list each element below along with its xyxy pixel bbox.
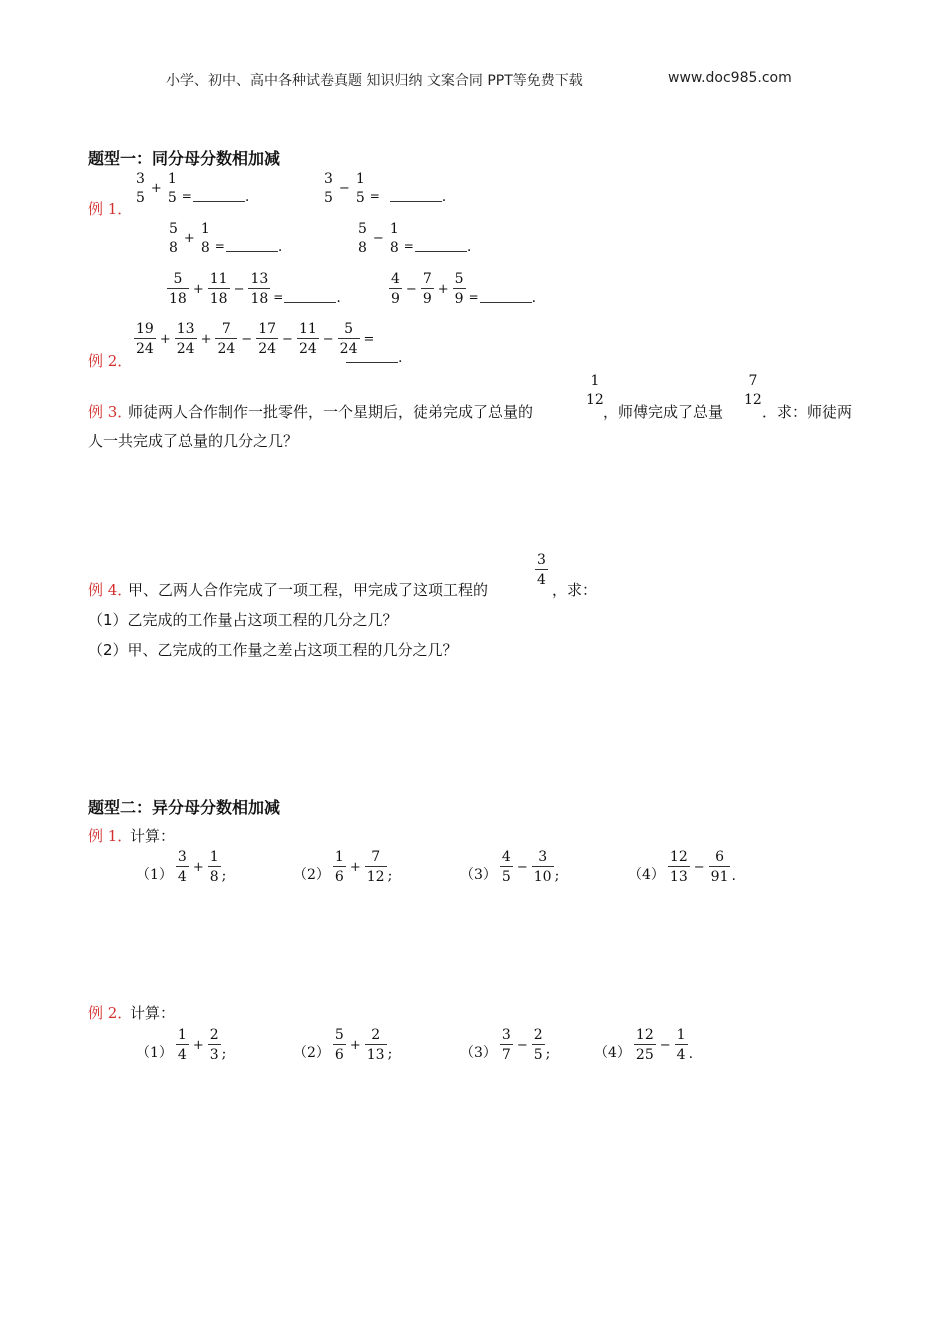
item-number: （1） [136,867,173,883]
ex4-text1: 甲、乙两人合作完成了一项工程，甲完成了这项工程的 [128,581,489,599]
ex3-text1: 师徒两人合作制作一批零件，一个星期后，徒弟完成了总量的 [128,403,534,421]
item-number: （3） [460,1045,497,1061]
item-number: （1） [136,1045,173,1061]
expression: 5 8 − 1 8 = . [358,221,472,256]
ex3-text3: ．求：师徒两 [762,403,853,421]
item-number: （4） [594,1045,631,1061]
section2-title: 题型二：异分母分数相加减 [88,798,281,817]
ex4-q1: （1）乙完成的工作量占这项工程的几分之几？ [88,611,398,629]
section1-title: 题型一：同分母分数相加减 [88,149,281,168]
fraction-7-12: 7 12 [744,373,762,408]
ex4-text2: ，求： [552,581,598,599]
s2-ex2-label: 例 2． [88,1004,133,1022]
ex1-label: 例 1． [88,200,133,218]
ex4-q2: （2）甲、乙完成的工作量之差占这项工程的几分之几？ [88,641,458,659]
s2-ex1-item3: （3） $\frac{4}{5}$ − $\frac{3}{10}$ ; [460,849,560,885]
s2-ex1-item2: （2） $\frac{1}{6}$ + $\frac{7}{12}$ ; [293,849,393,885]
fraction-1-12: 1 12 [586,373,604,408]
s2-ex2-text: 计算： [130,1004,176,1022]
s2-ex2-item4: （4） $\frac{12}{25}$ − $\frac{1}{4}$ . [594,1027,694,1063]
ex4-label: 例 4． [88,581,133,599]
s2-ex1-label: 例 1． [88,827,133,845]
header-title: 小学、初中、高中各种试卷真题 知识归纳 文案合同 PPT等免费下载 [166,73,583,89]
item-number: （2） [293,867,330,883]
s2-ex2-item2: （2） $\frac{5}{6}$ + $\frac{2}{13}$ ; [293,1027,393,1063]
ex2-label: 例 2． [88,352,133,370]
ex3-text2: ，师傅完成了总量 [603,403,724,421]
expression: $\frac{5}{18}$ + $\frac{11}{18}$ − $\frac{13}{18}$ = . [169,271,341,307]
expression: 3 5 − 1 5 = . [324,171,447,206]
answer-blank[interactable]: . [346,350,402,366]
fraction-3-4: $\frac{3}{4}$ [537,552,546,588]
ex3-line2: 人一共完成了总量的几分之几？ [88,432,299,450]
s2-ex2-item1: （1） $\frac{1}{4}$ + $\frac{2}{3}$ ; [136,1027,227,1063]
expression: 3 5 + 1 5 = . [136,171,250,206]
header-site[interactable]: www.doc985.com [668,70,792,86]
s2-ex2-item3: （3） $\frac{3}{7}$ − $\frac{2}{5}$ ; [460,1027,551,1063]
ex3-label: 例 3． [88,403,133,421]
s2-ex1-text: 计算： [130,827,176,845]
item-number: （2） [293,1045,330,1061]
s2-ex1-item1: （1） $\frac{3}{4}$ + $\frac{1}{8}$ ; [136,849,227,885]
expression: $\frac{4}{9}$ − $\frac{7}{9}$ + $\frac{5}{9}$ = . [391,271,537,307]
item-number: （4） [628,867,665,883]
item-number: （3） [460,867,497,883]
expression: 5 8 + 1 8 = . [169,221,283,256]
s2-ex1-item4: （4） $\frac{12}{13}$ − $\frac{6}{91}$ . [628,849,736,885]
expression: $\frac{19}{24}$ + $\frac{13}{24}$ + $\frac{7}{24}$ − $\frac{17}{24}$ − $\frac{11}{24}$ − $\frac{5}{24}$ = [136,321,375,357]
